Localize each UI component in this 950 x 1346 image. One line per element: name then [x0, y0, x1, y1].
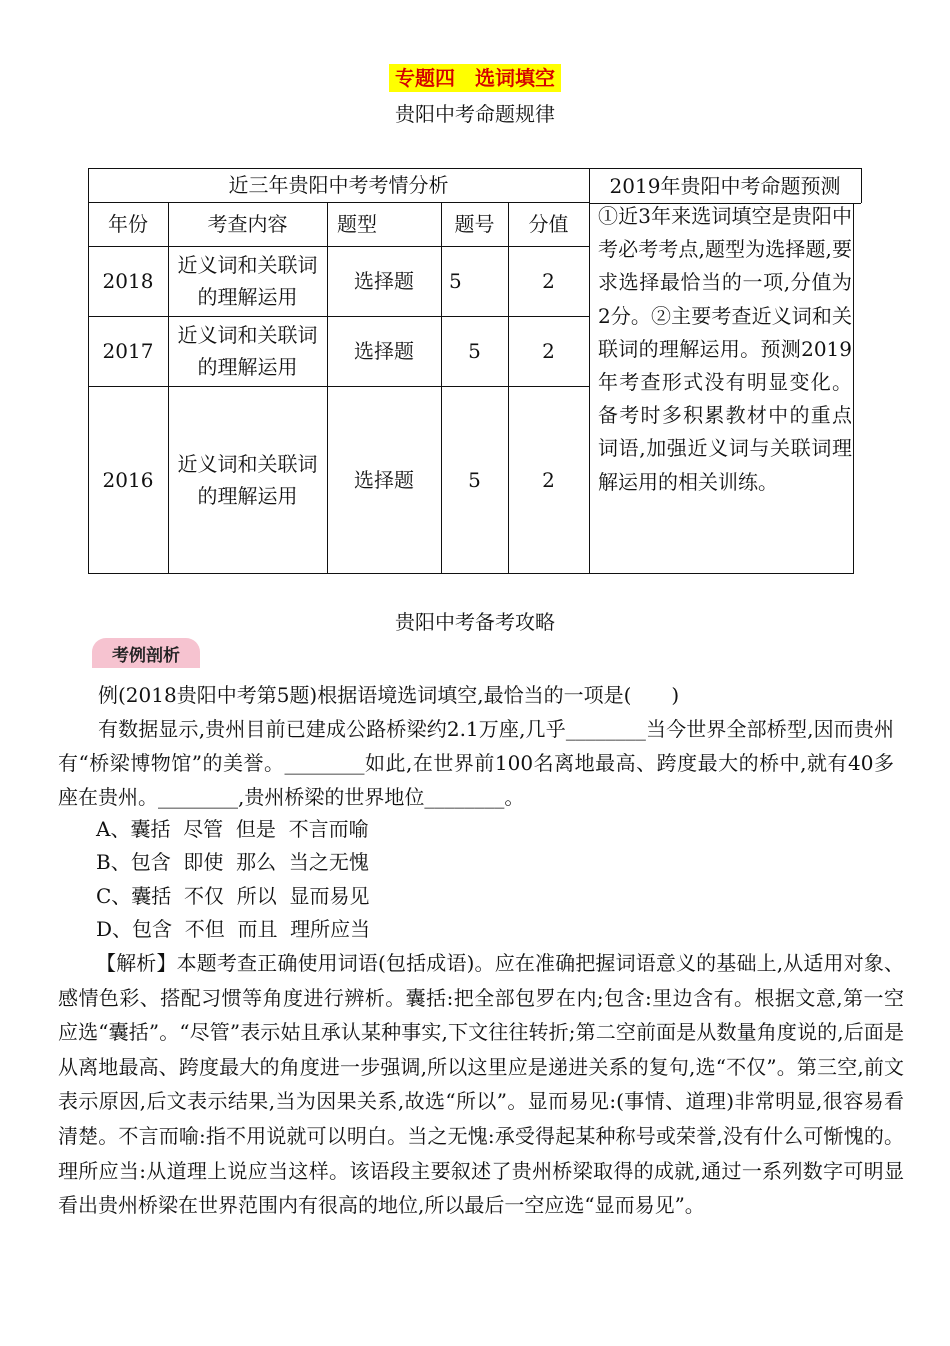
table-cell-type: 选择题 — [354, 269, 414, 293]
table-cell-type: 选择题 — [354, 467, 414, 492]
option-a: A、囊括 尽管 但是 不言而喻 — [96, 817, 369, 841]
table-cell-number: 5 — [449, 269, 462, 293]
table-cell-score: 2 — [542, 467, 555, 492]
table-cell-year: 2018 — [102, 269, 154, 293]
table-cell-content: 近义词和关联词的理解运用 — [177, 253, 318, 309]
question-stem: 例(2018贵阳中考第5题)根据语境选词填空,最恰当的一项是( ) — [98, 683, 680, 707]
option-d: D、包含 不但 而且 理所应当 — [96, 917, 371, 941]
example-analysis-badge: 考例剖析 — [92, 638, 200, 668]
column-header-score: 分值 — [528, 212, 569, 236]
table-right-header: 2019年贵阳中考命题预测 — [609, 173, 841, 198]
table-cell-content: 近义词和关联词的理解运用 — [177, 451, 318, 508]
table-cell-type: 选择题 — [354, 339, 414, 363]
table-cell-score: 2 — [542, 269, 555, 293]
table-cell-number: 5 — [468, 467, 481, 492]
section-title-strategy: 贵阳中考备考攻略 — [395, 610, 555, 634]
section-title-rules: 贵阳中考命题规律 — [395, 102, 555, 126]
table-cell-year: 2016 — [102, 467, 154, 492]
prediction-text: ①近3年来选词填空是贵阳中考必考考点,题型为选择题,要求选择最恰当的一项,分值为2分。②主要考查近义词和关联词的理解运用。预测2019年考查形式没有明显变化。备考时多积累教材中的重点词语,加强近义词与关联词理解运用的相关训练。 — [598, 204, 852, 494]
question-passage: 有数据显示,贵州目前已建成公路桥梁约2.1万座,几乎________当今世界全部桥型,因而贵州有“桥梁博物馆”的美誉。________如此,在世界前100名离地最高、跨度最大的桥中,就有40多座在贵州。________,贵州桥梁的世界地位________。 — [58, 717, 894, 809]
analysis-text: 【解析】本题考查正确使用词语(包括成语)。应在准确把握词语意义的基础上,从适用对象、感情色彩、搭配习惯等角度进行辨析。囊括:把全部包罗在内;包含:里边含有。根据文意,第一空应选“囊括”。“尽管”表示姑且承认某种事实,下文往往转折;第二空前面是从数量角度说的,后面是从离地最高、跨度最大的角度进一步强调,所以这里应是递进关系的复句,选“不仅”。第三空,前文表示原因,后文表示结果,当为因果关系,故选“所以”。显而易见:(事情、道理)非常明显,很容易看清楚。不言而喻:指不用说就可以明白。当之无愧:承受得起某种称号或荣誉,没有什么可惭愧的。理所应当:从道理上说应当这样。该语段主要叙述了贵州桥梁取得的成就,通过一系列数字可明显看出贵州桥梁在世界范围内有很高的地位,所以最后一空应选“显而易见”。 — [58, 951, 904, 1218]
option-c: C、囊括 不仅 所以 显而易见 — [96, 884, 370, 908]
column-header-content: 考查内容 — [207, 212, 288, 236]
option-b: B、包含 即使 那么 当之无愧 — [96, 850, 369, 874]
table-cell-number: 5 — [468, 339, 481, 363]
table-left-header: 近三年贵阳中考考情分析 — [228, 173, 449, 197]
table-cell-score: 2 — [542, 339, 555, 363]
column-header-type: 题型 — [337, 212, 377, 236]
table-cell-year: 2017 — [102, 339, 154, 363]
page-title-text: 专题四 选词填空 — [389, 64, 561, 92]
column-header-year: 年份 — [108, 212, 148, 236]
table-cell-content: 近义词和关联词的理解运用 — [177, 323, 318, 379]
page-title — [0, 64, 950, 92]
column-header-number: 题号 — [454, 212, 495, 236]
